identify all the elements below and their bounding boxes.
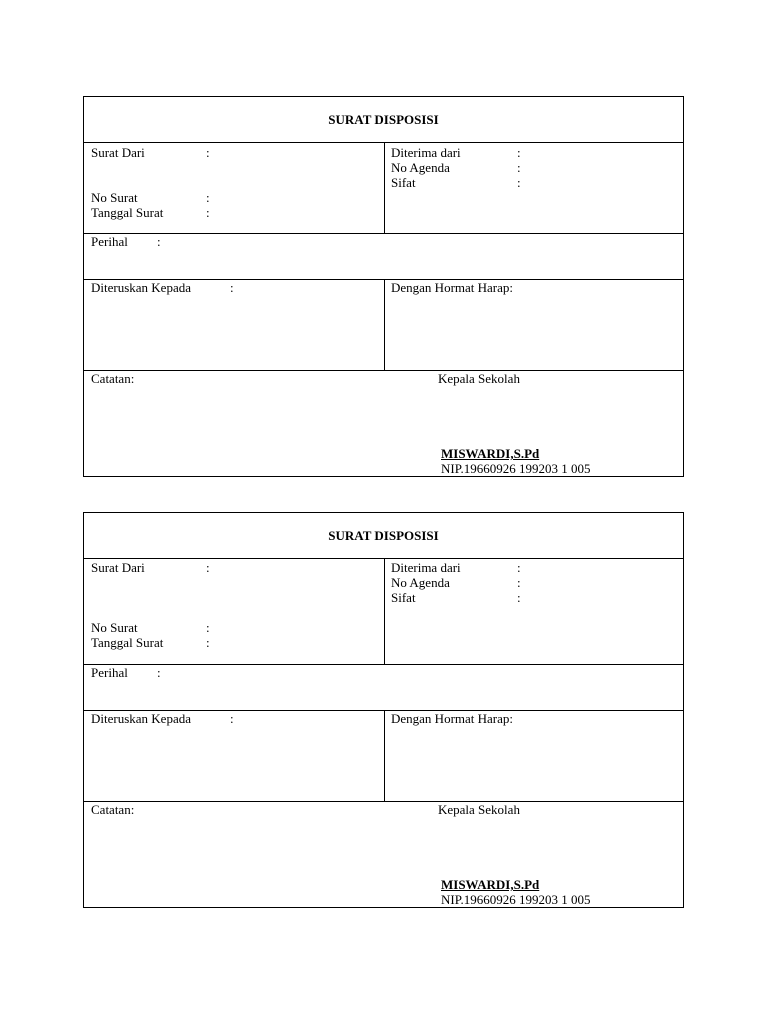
no-agenda-colon: : — [517, 575, 521, 590]
form-title: SURAT DISPOSISI — [328, 528, 439, 543]
column-divider — [384, 143, 385, 233]
perihal-row — [84, 234, 683, 280]
diterima-dari-colon: : — [517, 560, 521, 575]
catatan-label: Catatan: — [91, 802, 135, 817]
letter-info-row — [84, 143, 683, 234]
no-agenda-label: No Agenda — [391, 160, 450, 175]
perihal-label: Perihal — [91, 665, 128, 680]
sifat-label: Sifat — [391, 590, 416, 605]
surat-dari-label: Surat Dari — [91, 145, 145, 160]
form-title: SURAT DISPOSISI — [328, 112, 439, 127]
surat-dari-colon: : — [206, 560, 210, 575]
letter-info-row — [84, 559, 683, 665]
diterima-dari-label: Diterima dari — [391, 560, 461, 575]
column-divider — [384, 711, 385, 801]
dengan-hormat-harap-label: Dengan Hormat Harap: — [391, 711, 514, 726]
tanggal-surat-label: Tanggal Surat — [91, 635, 164, 650]
catatan-row — [84, 371, 683, 476]
catatan-label: Catatan: — [91, 371, 135, 386]
no-agenda-colon: : — [517, 160, 521, 175]
no-surat-label: No Surat — [91, 620, 138, 635]
sifat-colon: : — [517, 175, 521, 190]
dengan-hormat-harap-label: Dengan Hormat Harap: — [391, 280, 514, 295]
diteruskan-kepada-colon: : — [230, 711, 234, 726]
diteruskan-kepada-label: Diteruskan Kepada — [91, 280, 191, 295]
signatory-name: MISWARDI,S.Pd — [441, 877, 540, 892]
diterima-dari-label: Diterima dari — [391, 145, 461, 160]
perihal-label: Perihal — [91, 234, 128, 249]
disposisi-form-1 — [83, 96, 684, 477]
surat-dari-label: Surat Dari — [91, 560, 145, 575]
signatory-name: MISWARDI,S.Pd — [441, 446, 540, 461]
no-surat-colon: : — [206, 620, 210, 635]
diterima-dari-colon: : — [517, 145, 521, 160]
column-divider — [384, 559, 385, 664]
no-agenda-label: No Agenda — [391, 575, 450, 590]
diteruskan-kepada-label: Diteruskan Kepada — [91, 711, 191, 726]
disposisi-form-2 — [83, 512, 684, 908]
no-surat-label: No Surat — [91, 190, 138, 205]
sifat-colon: : — [517, 590, 521, 605]
column-divider — [384, 280, 385, 370]
perihal-row — [84, 665, 683, 711]
jabatan-label: Kepala Sekolah — [438, 802, 520, 817]
jabatan-label: Kepala Sekolah — [438, 371, 520, 386]
surat-dari-colon: : — [206, 145, 210, 160]
diteruskan-kepada-colon: : — [230, 280, 234, 295]
signatory-nip: NIP.19660926 199203 1 005 — [441, 892, 591, 907]
form-title-row — [84, 97, 683, 143]
sifat-label: Sifat — [391, 175, 416, 190]
tanggal-surat-label: Tanggal Surat — [91, 205, 164, 220]
no-surat-colon: : — [206, 190, 210, 205]
perihal-colon: : — [157, 234, 161, 249]
diteruskan-row — [84, 280, 683, 371]
tanggal-surat-colon: : — [206, 205, 210, 220]
catatan-row — [84, 802, 683, 907]
perihal-colon: : — [157, 665, 161, 680]
form-title-row — [84, 513, 683, 559]
tanggal-surat-colon: : — [206, 635, 210, 650]
signatory-nip: NIP.19660926 199203 1 005 — [441, 461, 591, 476]
diteruskan-row — [84, 711, 683, 802]
